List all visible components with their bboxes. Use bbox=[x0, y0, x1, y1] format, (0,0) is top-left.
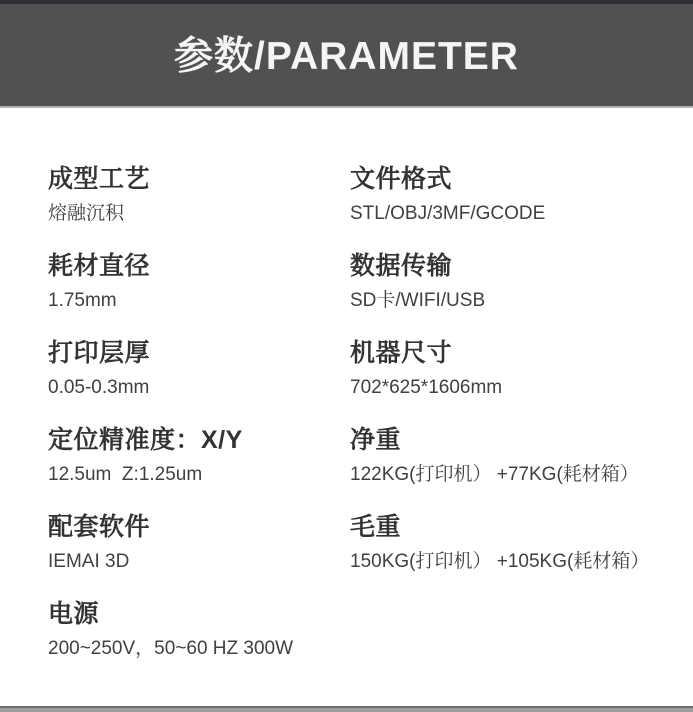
spec-value: 150KG(打印机） +105KG(耗材箱） bbox=[350, 551, 650, 572]
spec-value: 702*625*1606mm bbox=[350, 377, 503, 398]
spec-column-left bbox=[48, 166, 350, 712]
spec-item-machine-size bbox=[350, 340, 693, 399]
spec-columns bbox=[0, 108, 693, 712]
spec-value: 200~250V，50~60 HZ 300W bbox=[48, 638, 294, 659]
spec-item-molding-process bbox=[48, 166, 350, 225]
spec-item-net-weight bbox=[350, 427, 693, 486]
spec-label: 成型工艺 bbox=[48, 165, 151, 193]
spec-value: 12.5um Z:1.25um bbox=[48, 464, 203, 485]
spec-value: STL/OBJ/3MF/GCODE bbox=[350, 203, 546, 224]
spec-item-positioning-accuracy bbox=[48, 427, 350, 486]
spec-label: 耗材直径 bbox=[48, 252, 151, 280]
spec-item-file-format bbox=[350, 166, 693, 225]
spec-label: 机器尺寸 bbox=[350, 339, 453, 367]
spec-item-data-transfer bbox=[350, 253, 693, 312]
spec-label: 数据传输 bbox=[350, 252, 453, 280]
header-banner bbox=[0, 0, 693, 108]
spec-label: 文件格式 bbox=[350, 165, 453, 193]
spec-item-power-supply bbox=[48, 601, 350, 660]
spec-value: 熔融沉积 bbox=[48, 203, 125, 224]
spec-value: SD卡/WIFI/USB bbox=[350, 290, 486, 311]
spec-value: 122KG(打印机） +77KG(耗材箱） bbox=[350, 464, 639, 485]
spec-label: 毛重 bbox=[350, 513, 402, 541]
spec-label: 净重 bbox=[350, 426, 402, 454]
next-section-edge bbox=[0, 706, 693, 712]
page-title: 参数/PARAMETER bbox=[174, 34, 519, 78]
spec-item-software bbox=[48, 514, 350, 573]
spec-item-gross-weight bbox=[350, 514, 693, 573]
spec-item-layer-thickness bbox=[48, 340, 350, 399]
spec-value: 1.75mm bbox=[48, 290, 117, 311]
spec-label: 配套软件 bbox=[48, 513, 151, 541]
spec-label: 打印层厚 bbox=[48, 339, 151, 367]
spec-value: IEMAI 3D bbox=[48, 551, 130, 572]
spec-column-right bbox=[350, 166, 693, 712]
spec-value: 0.05-0.3mm bbox=[48, 377, 150, 398]
spec-label: 电源 bbox=[48, 600, 100, 628]
spec-item-filament-diameter bbox=[48, 253, 350, 312]
spec-label: 定位精准度：X/Y bbox=[48, 426, 243, 454]
